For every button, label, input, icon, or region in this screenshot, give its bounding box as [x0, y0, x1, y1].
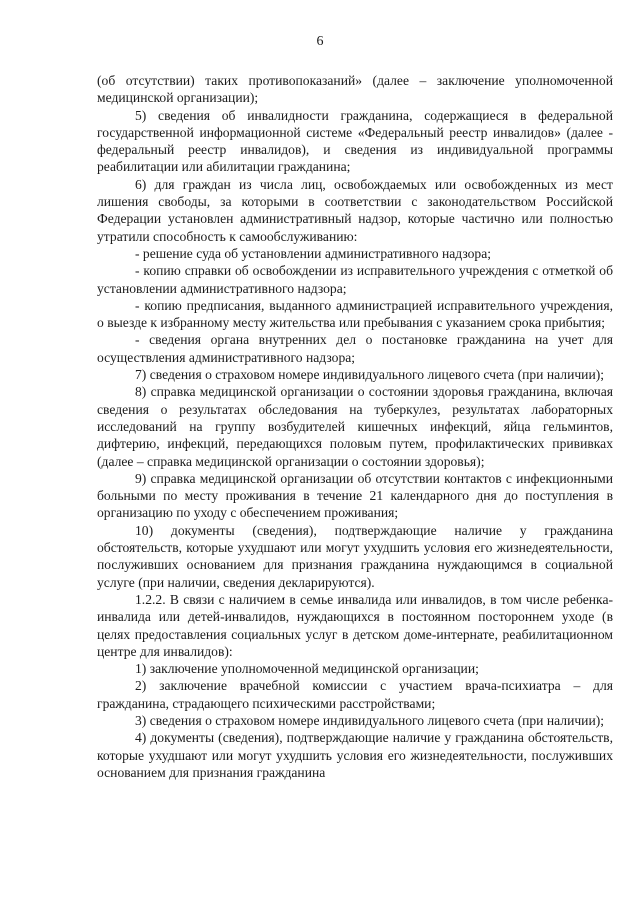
paragraph: - сведения органа внутренних дел о постановке гражданина на учет для осуществления административного надзора; [97, 332, 613, 365]
page-number: 6 [316, 34, 324, 49]
paragraph: 1) заключение уполномоченной медицинской организации; [135, 661, 479, 677]
paragraph: 9) справка медицинской организации об отсутствии контактов с инфекционными больными по месту проживания в течение 21 календарного дня до поступления в организацию по уходу с обеспечением проживания; [97, 470, 613, 521]
paragraph: 2) заключение врачебной комиссии с участием врача-психиатра – для гражданина, страдающего психическими расстройствами; [97, 678, 613, 711]
paragraph: (об отсутствии) таких противопоказаний» (далее – заключение уполномоченной медицинской организации); [97, 73, 613, 106]
paragraph: - копию справки об освобождении из исправительного учреждения с отметкой об установлении административного надзора; [97, 263, 613, 296]
paragraph: - копию предписания, выданного администрацией исправительного учреждения, о выезде к избранному месту жительства или пребывания с указанием срока прибытия; [97, 297, 613, 331]
paragraph: 8) справка медицинской организации о состоянии здоровья гражданина, включая сведения о результатах обследования на туберкулез, результатах лабораторных исследований на группу возбудителей кишечных инфекций, яйца гельминтов, дифтерию, инфекций, передающихся половым путем, профилактических прививках (далее – справка медицинской организации о состоянии здоровья); [97, 384, 613, 469]
paragraph: 3) сведения о страховом номере индивидуального лицевого счета (при наличии); [135, 712, 605, 728]
paragraph: 4) документы (сведения), подтверждающие наличие у гражданина обстоятельств, которые ухудшают или могут ухудшить условия его жизнедеятельности, послуживших основанием для признания гражданина [97, 730, 613, 780]
document-body [97, 72, 613, 781]
paragraph: 10) документы (сведения), подтверждающие наличие у гражданина обстоятельств, которые ухудшают или могут ухудшить условия его жизнедеятельности, послуживших основанием для признания гражданина нуждающимся в социальной услуге (при наличии, сведения декларируются). [97, 522, 613, 590]
paragraph: - решение суда об установлении административного надзора; [135, 245, 492, 261]
paragraph: 7) сведения о страховом номере индивидуального лицевого счета (при наличии); [135, 367, 605, 383]
paragraph: 1.2.2. В связи с наличием в семье инвалида или инвалидов, в том числе ребенка-инвалида или детей-инвалидов, нуждающихся в постоянном постороннем уходе (в целях предоставления социальных услуг в детском доме-интернате, реабилитационном центре для инвалидов): [97, 591, 613, 659]
paragraph: 6) для граждан из числа лиц, освобождаемых или освобожденных из мест лишения свободы, за которыми в соответствии с законодательством Российской Федерации установлен административный надзор, которые частично или полностью утратили способность к самообслуживанию: [97, 176, 613, 244]
paragraph: 5) сведения об инвалидности гражданина, содержащиеся в федеральной государственной информационной системе «Федеральный реестр инвалидов» (далее - федеральный реестр инвалидов), и сведения из индивидуальной программы реабилитации или абилитации гражданина; [97, 107, 613, 175]
